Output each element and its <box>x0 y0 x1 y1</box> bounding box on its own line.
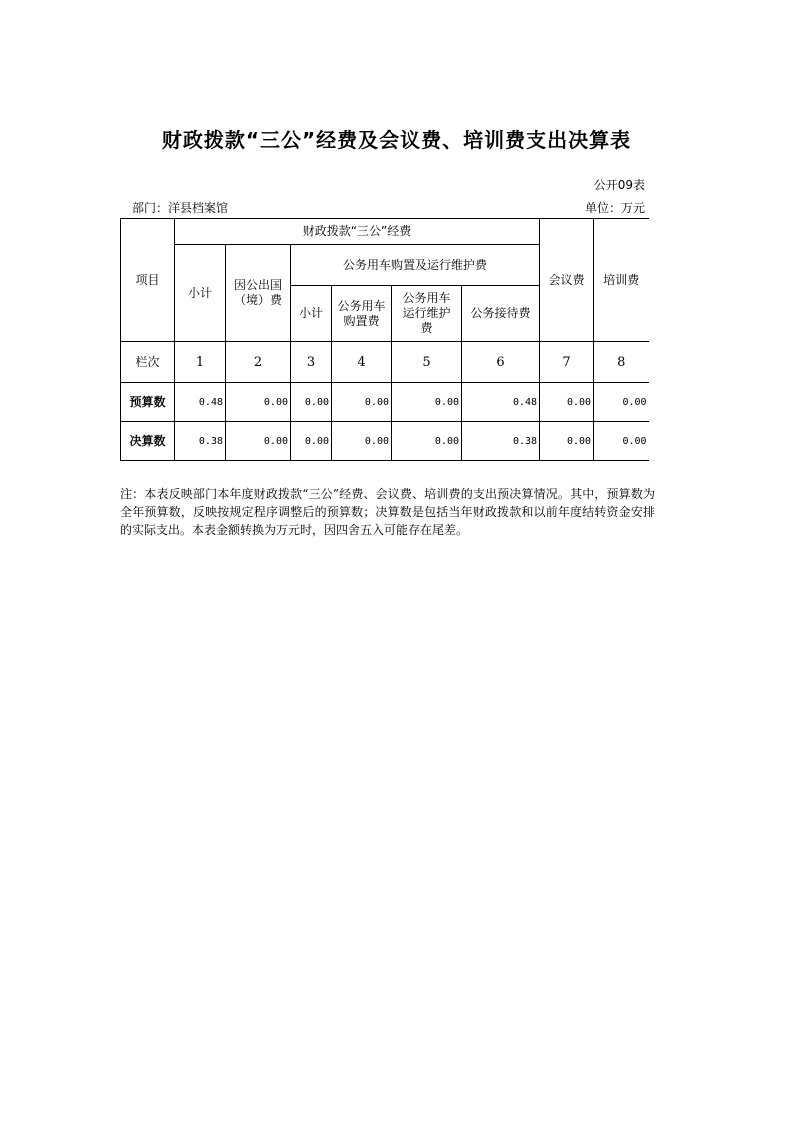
table-row-budget <box>121 383 649 422</box>
budget-value-8: 0.00 <box>594 383 649 422</box>
column-index-5: 5 <box>392 342 462 383</box>
header-vehicle-operation: 公务用车运行维护费 <box>392 286 462 342</box>
header-vehicle-purchase: 公务用车购置费 <box>332 286 392 342</box>
footnote: 注：本表反映部门本年度财政拨款“三公”经费、会议费、培训费的支出预决算情况。其中，预算数为全年预算数，反映按规定程序调整后的预算数；决算数是包括当年财政拨款和以前年度结转资金安排的实际支出。本表金额转换为万元时，因四舍五入可能存在尾差。 <box>120 487 655 537</box>
column-index-label: 栏次 <box>121 342 175 383</box>
budget-value-4: 0.00 <box>332 383 392 422</box>
header-abroad: 因公出国（境）费 <box>226 245 291 342</box>
actual-value-3: 0.00 <box>291 422 332 461</box>
column-index-8: 8 <box>594 342 649 383</box>
actual-value-2: 0.00 <box>226 422 291 461</box>
budget-value-5: 0.00 <box>392 383 462 422</box>
column-index-4: 4 <box>332 342 392 383</box>
header-subtotal: 小计 <box>175 245 226 342</box>
actual-value-8: 0.00 <box>594 422 649 461</box>
header-item: 项目 <box>121 219 175 342</box>
header-training: 培训费 <box>594 219 649 342</box>
unit-label: 单位：万元 <box>584 201 645 215</box>
budget-value-1: 0.48 <box>175 383 226 422</box>
header-vehicle-subtotal: 小计 <box>291 286 332 342</box>
actual-value-1: 0.38 <box>175 422 226 461</box>
actual-value-7: 0.00 <box>540 422 594 461</box>
row-label-budget: 预算数 <box>121 383 175 422</box>
budget-value-7: 0.00 <box>540 383 594 422</box>
expenditure-table <box>120 218 649 461</box>
header-reception: 公务接待费 <box>462 286 540 342</box>
column-index-2: 2 <box>226 342 291 383</box>
column-index-1: 1 <box>175 342 226 383</box>
column-index-7: 7 <box>540 342 594 383</box>
header-meeting: 会议费 <box>540 219 594 342</box>
actual-value-5: 0.00 <box>392 422 462 461</box>
budget-value-3: 0.00 <box>291 383 332 422</box>
form-number: 公开09表 <box>593 178 645 192</box>
page-title: 财政拨款“三公”经费及会议费、培训费支出决算表 <box>161 128 632 152</box>
row-label-actual: 决算数 <box>121 422 175 461</box>
header-vehicle-group: 公务用车购置及运行维护费 <box>291 245 540 286</box>
column-index-3: 3 <box>291 342 332 383</box>
budget-value-6: 0.48 <box>462 383 540 422</box>
column-index-6: 6 <box>462 342 540 383</box>
actual-value-6: 0.38 <box>462 422 540 461</box>
table-row-actual <box>121 422 649 461</box>
actual-value-4: 0.00 <box>332 422 392 461</box>
department-label: 部门：洋县档案馆 <box>132 201 229 215</box>
budget-value-2: 0.00 <box>226 383 291 422</box>
header-three-public: 财政拨款“三公”经费 <box>175 219 540 245</box>
